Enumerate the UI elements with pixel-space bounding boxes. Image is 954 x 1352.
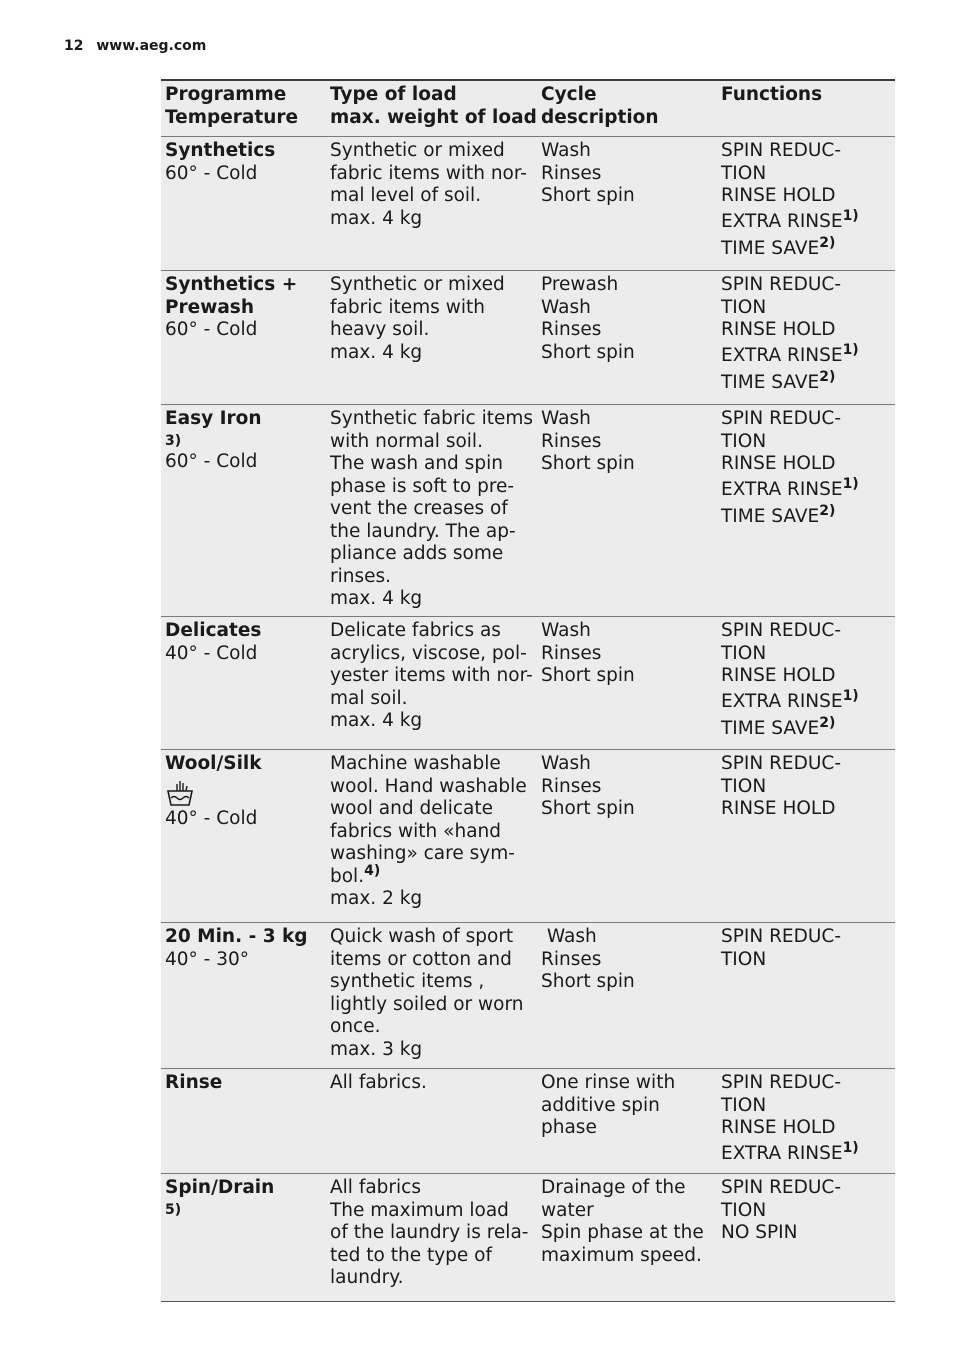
programme-temperature: 60° - Cold (165, 450, 258, 472)
functions-cell (717, 1069, 895, 1173)
cycle-line: Prewash (541, 274, 619, 295)
cycle-line: Wash (541, 753, 591, 774)
load-line: max. 4 kg (330, 588, 423, 609)
load-cell (326, 617, 537, 749)
function-item (721, 1140, 895, 1167)
function-item (721, 1095, 895, 1118)
function-item (721, 753, 895, 776)
header-line: Cycle (541, 84, 597, 105)
programme-name: 20 Min. - 3 kg (165, 926, 308, 947)
page-number: 12 (64, 38, 84, 54)
programme-temperature: 40° - Cold (165, 642, 258, 664)
cycle-line: Rinses (541, 162, 602, 184)
function-label: SPIN REDUC- (721, 1072, 841, 1093)
load-line: once. (330, 1016, 381, 1037)
function-label: SPIN REDUC- (721, 274, 841, 295)
programme-cell (161, 617, 326, 749)
table-row (161, 270, 895, 404)
load-line: laundry. (330, 1267, 404, 1288)
function-item (721, 140, 895, 163)
function-label: RINSE HOLD (721, 1117, 836, 1138)
load-line: acrylics, viscose, pol- (330, 642, 527, 664)
functions-cell (717, 271, 895, 404)
table-row (161, 616, 895, 749)
column-header-load (326, 81, 537, 136)
function-label: TIME SAVE (721, 237, 820, 259)
footnote-ref: 1) (842, 341, 859, 358)
cycle-cell (537, 923, 717, 1068)
function-item (721, 1117, 895, 1140)
load-line: items or cotton and (330, 948, 512, 970)
function-item (721, 319, 895, 342)
programme-name: Easy Iron (165, 408, 262, 429)
footnote-ref: 1) (842, 207, 859, 224)
header-line: Type of load (330, 84, 457, 105)
cycle-line: Rinses (541, 319, 602, 340)
load-line: max. 4 kg (330, 341, 423, 363)
load-cell (326, 1174, 537, 1301)
programme-cell (161, 750, 326, 922)
function-label: TION (721, 1094, 767, 1116)
function-item (721, 620, 895, 643)
load-text: bol. (330, 865, 365, 887)
load-line: ted to the type of (330, 1244, 492, 1266)
programme-name: Rinse (165, 1072, 223, 1093)
function-label: TION (721, 775, 767, 797)
function-label: SPIN REDUC- (721, 753, 841, 774)
load-line: mal soil. (330, 687, 408, 709)
function-item (721, 949, 895, 972)
load-line: Synthetic or mixed (330, 274, 505, 295)
load-line: max. 4 kg (330, 207, 423, 229)
function-item (721, 431, 895, 454)
load-line: rinses. (330, 565, 392, 587)
function-label: NO SPIN (721, 1222, 798, 1243)
function-item (721, 297, 895, 320)
function-label: EXTRA RINSE (721, 1142, 843, 1164)
programme-name: Prewash (165, 296, 254, 318)
table-row (161, 749, 895, 922)
function-item (721, 235, 895, 262)
load-cell (326, 271, 537, 404)
programme-cell (161, 923, 326, 1068)
function-label: TIME SAVE (721, 717, 820, 739)
load-line: pliance adds some (330, 543, 504, 564)
footnote-ref: 5) (165, 1201, 182, 1218)
cycle-line: One rinse with (541, 1072, 676, 1093)
function-label: EXTRA RINSE (721, 478, 843, 500)
load-line: fabric items with nor- (330, 162, 527, 184)
programme-name: Synthetics (165, 140, 276, 161)
function-item (721, 408, 895, 431)
programme-cell (161, 271, 326, 404)
cycle-cell (537, 405, 717, 616)
footnote-ref: 2) (819, 502, 836, 519)
load-line: washing» care sym- (330, 843, 515, 864)
function-label: TION (721, 948, 767, 970)
cycle-line: maximum speed. (541, 1244, 702, 1266)
load-line: fabric items with (330, 296, 485, 318)
function-label: RINSE HOLD (721, 453, 836, 474)
column-header-cycle (537, 81, 717, 136)
cycle-cell (537, 1069, 717, 1173)
cycle-line: Wash (541, 926, 597, 947)
cycle-line: water (541, 1199, 594, 1221)
load-cell (326, 405, 537, 616)
function-label: TIME SAVE (721, 505, 820, 527)
function-label: RINSE HOLD (721, 665, 836, 686)
programme-name: Synthetics + (165, 274, 298, 295)
functions-cell (717, 750, 895, 922)
function-label: EXTRA RINSE (721, 690, 843, 712)
cycle-line: Drainage of the (541, 1177, 686, 1198)
cycle-line: Short spin (541, 798, 635, 819)
functions-cell (717, 617, 895, 749)
functions-cell (717, 405, 895, 616)
cycle-line: Wash (541, 296, 591, 318)
function-label: EXTRA RINSE (721, 210, 843, 232)
functions-cell (717, 1174, 895, 1301)
functions-cell (717, 137, 895, 270)
programme-name: Wool/Silk (165, 753, 262, 774)
function-item (721, 715, 895, 742)
function-item (721, 1177, 895, 1200)
cycle-cell (537, 137, 717, 270)
table-row (161, 1068, 895, 1173)
cycle-line: Short spin (541, 341, 635, 363)
cycle-line: phase (541, 1117, 597, 1138)
load-line: wool and delicate (330, 798, 494, 819)
column-header-functions (717, 81, 895, 136)
programme-name: Delicates (165, 620, 262, 641)
cycle-line: Rinses (541, 775, 602, 797)
function-label: TION (721, 1199, 767, 1221)
function-item (721, 274, 895, 297)
cycle-line: Wash (541, 140, 591, 161)
function-label: RINSE HOLD (721, 798, 836, 819)
hand-wash-icon (165, 778, 195, 808)
header-line: Programme (165, 84, 287, 105)
load-cell (326, 750, 537, 922)
function-item (721, 688, 895, 715)
table-row (161, 136, 895, 270)
function-label: TION (721, 296, 767, 318)
function-label: TIME SAVE (721, 371, 820, 393)
footnote-ref: 2) (819, 234, 836, 251)
header-line: description (541, 106, 659, 128)
programme-cell (161, 137, 326, 270)
cycle-line: additive spin (541, 1094, 660, 1116)
programme-cell (161, 1069, 326, 1173)
cycle-line: Short spin (541, 665, 635, 686)
programme-cell (161, 405, 326, 616)
load-line: synthetic items , (330, 971, 485, 992)
function-label: RINSE HOLD (721, 319, 836, 340)
load-line: max. 2 kg (330, 888, 423, 909)
function-item (721, 643, 895, 666)
function-label: TION (721, 642, 767, 664)
load-line: All fabrics (330, 1177, 421, 1198)
cycle-cell (537, 617, 717, 749)
footnote-ref: 4) (364, 862, 381, 879)
cycle-line: Short spin (541, 185, 635, 206)
header-line: Temperature (165, 106, 299, 128)
page-header (64, 38, 206, 54)
load-line: Machine washable (330, 753, 501, 774)
load-line: yester items with nor- (330, 665, 533, 686)
programme-temperature: 60° - Cold (165, 162, 258, 184)
programme-name: Spin/Drain (165, 1177, 275, 1198)
load-line: phase is soft to pre- (330, 475, 515, 497)
load-line: the laundry. The ap- (330, 520, 516, 542)
footnote-ref: 1) (842, 475, 859, 492)
table-header-row (161, 81, 895, 136)
load-cell (326, 137, 537, 270)
load-line: max. 3 kg (330, 1038, 423, 1060)
function-label: EXTRA RINSE (721, 344, 843, 366)
function-item (721, 776, 895, 799)
function-item (721, 1222, 895, 1245)
cycle-line: Rinses (541, 948, 602, 970)
cycle-line: Short spin (541, 971, 635, 992)
function-item (721, 369, 895, 396)
header-line: max. weight of load (330, 106, 537, 128)
function-item (721, 453, 895, 476)
table-row (161, 1173, 895, 1301)
function-item (721, 185, 895, 208)
footnote-ref: 2) (819, 714, 836, 731)
cycle-line: Short spin (541, 453, 635, 474)
function-label: RINSE HOLD (721, 185, 836, 206)
load-cell (326, 1069, 537, 1173)
table-row (161, 404, 895, 616)
load-cell (326, 923, 537, 1068)
function-label: TION (721, 430, 767, 452)
load-line: wool. Hand washable (330, 775, 527, 797)
function-item (721, 926, 895, 949)
function-label: SPIN REDUC- (721, 926, 841, 947)
load-line: of the laundry is rela- (330, 1222, 529, 1243)
footnote-ref: 3) (165, 432, 182, 449)
function-item (721, 665, 895, 688)
column-header-programme (161, 81, 326, 136)
function-item (721, 208, 895, 235)
load-line (330, 862, 537, 889)
function-item (721, 476, 895, 503)
function-item (721, 342, 895, 369)
footnote-ref: 2) (819, 368, 836, 385)
load-line: fabrics with «hand (330, 820, 502, 842)
functions-cell (717, 923, 895, 1068)
function-label: SPIN REDUC- (721, 140, 841, 161)
cycle-line: Spin phase at the (541, 1222, 704, 1243)
function-item (721, 163, 895, 186)
load-line: vent the creases of (330, 498, 508, 519)
cycle-cell (537, 750, 717, 922)
function-label: SPIN REDUC- (721, 1177, 841, 1198)
programme-temperature: 40° - 30° (165, 948, 250, 970)
load-line: The wash and spin (330, 453, 503, 474)
load-line: The maximum load (330, 1199, 509, 1221)
cycle-cell (537, 271, 717, 404)
load-line: with normal soil. (330, 430, 483, 452)
programme-cell (161, 1174, 326, 1301)
load-line: max. 4 kg (330, 710, 423, 731)
load-line: heavy soil. (330, 319, 430, 340)
cycle-line: Rinses (541, 642, 602, 664)
programme-temperature: 40° - Cold (165, 807, 258, 829)
load-line: All fabrics. (330, 1072, 427, 1093)
load-line: mal level of soil. (330, 185, 482, 206)
function-label: SPIN REDUC- (721, 408, 841, 429)
footnote-ref: 1) (842, 687, 859, 704)
cycle-line: Wash (541, 620, 591, 641)
load-line: lightly soiled or worn (330, 993, 524, 1015)
function-item (721, 1072, 895, 1095)
function-item (721, 503, 895, 530)
website-link[interactable]: www.aeg.com (96, 38, 207, 54)
header-line: Functions (721, 84, 823, 105)
footnote-ref: 1) (842, 1139, 859, 1156)
load-line: Delicate fabrics as (330, 620, 501, 641)
function-label: SPIN REDUC- (721, 620, 841, 641)
cycle-line: Rinses (541, 430, 602, 452)
load-line: Synthetic fabric items (330, 408, 534, 429)
programme-temperature: 60° - Cold (165, 319, 258, 340)
table-row (161, 922, 895, 1068)
cycle-line: Wash (541, 408, 591, 429)
programme-table (161, 79, 895, 1302)
load-line: Synthetic or mixed (330, 140, 505, 161)
function-item (721, 1200, 895, 1223)
function-item (721, 798, 895, 821)
function-label: TION (721, 162, 767, 184)
load-line: Quick wash of sport (330, 926, 514, 947)
cycle-cell (537, 1174, 717, 1301)
